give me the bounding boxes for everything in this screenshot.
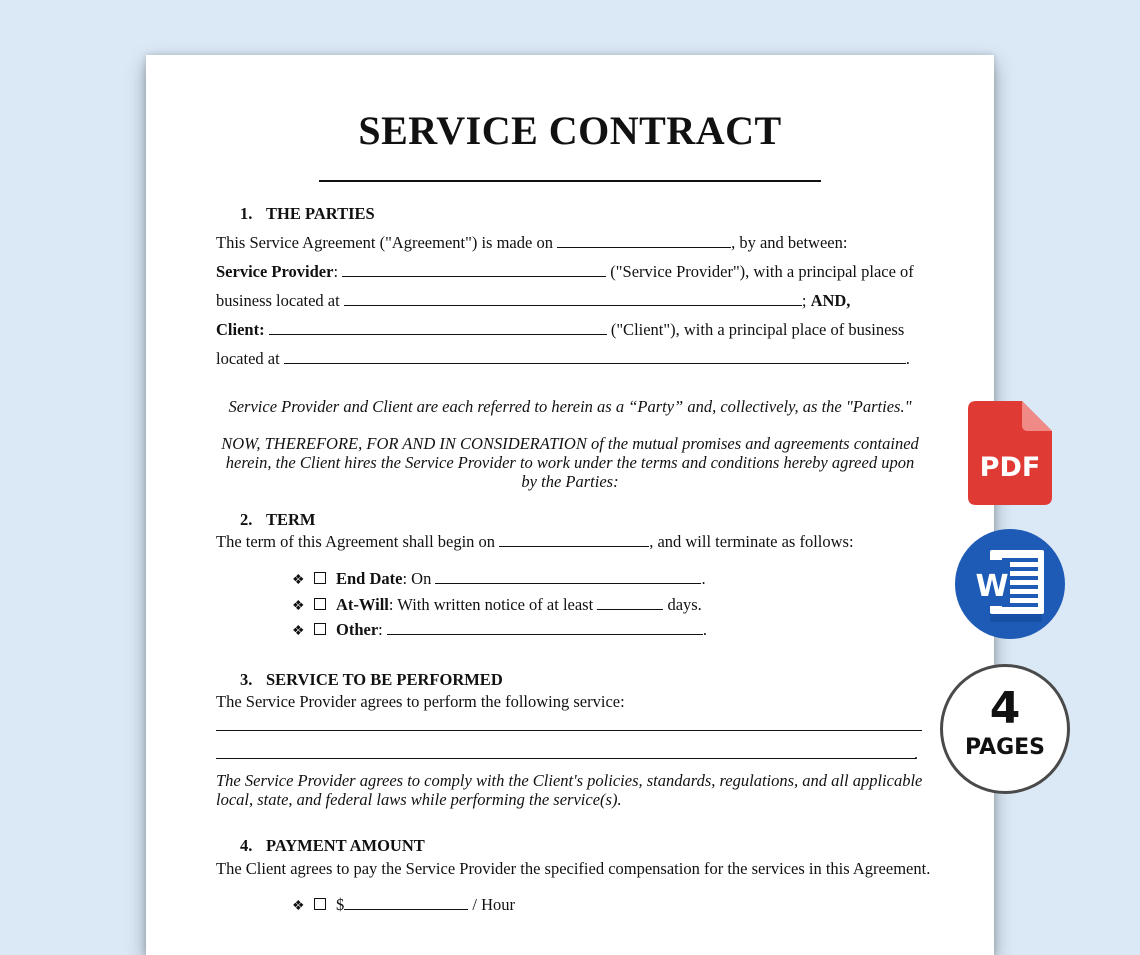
client-desc: ("Client"), with a principal place of business: [606, 320, 905, 339]
other-checkbox[interactable]: [314, 623, 326, 635]
parties-definition: Service Provider and Client are each referred to herein as a “Party” and, collectively, as the "Parties.": [228, 397, 912, 416]
client-location-text: located at: [216, 349, 284, 368]
section-heading-payment: [240, 836, 425, 856]
service-provider-blank[interactable]: [342, 263, 606, 277]
agreement-date-text: This Service Agreement ("Agreement") is made on: [216, 233, 558, 252]
business-location-text: business located at: [216, 291, 344, 310]
client-location-blank[interactable]: [284, 350, 906, 364]
section-number: 3.: [240, 670, 253, 689]
diamond-bullet-icon: ❖: [292, 599, 305, 614]
service-description-blank-1[interactable]: [216, 730, 922, 731]
section-heading-term: [240, 510, 316, 530]
other-blank[interactable]: [387, 621, 703, 635]
service-provider-desc: ("Service Provider"), with a principal place of: [606, 262, 914, 281]
payment-option-hourly: [292, 895, 515, 915]
diamond-bullet-icon: ❖: [292, 573, 305, 588]
consideration-line-3: by the Parties:: [521, 472, 619, 491]
term-start-blank[interactable]: [499, 533, 649, 547]
document-title: SERVICE CONTRACT: [358, 108, 782, 153]
and-text: AND,: [810, 291, 851, 310]
page-count-badge: [940, 664, 1070, 794]
end-date-checkbox[interactable]: [314, 572, 326, 584]
agreement-date-line: [216, 233, 847, 253]
business-location-line: business located at ; AND,: [216, 291, 851, 310]
option-text: : On: [402, 569, 436, 588]
term-start-line: [216, 532, 854, 552]
option-label: Other: [336, 620, 379, 639]
title-underline: [319, 180, 821, 182]
compliance-line-1: The Service Provider agrees to comply with the Client's policies, standards, regulations, and all applicable: [216, 771, 923, 790]
client-location-line: located at .: [216, 349, 910, 368]
at-will-checkbox[interactable]: [314, 598, 326, 610]
page-count-number: 4: [989, 683, 1021, 734]
term-option-other: [292, 620, 707, 640]
agreement-date-blank[interactable]: [557, 234, 731, 248]
pdf-file-icon: [968, 401, 1052, 505]
option-label: End Date: [336, 569, 403, 588]
section-heading-service: [240, 670, 503, 690]
option-text: :: [378, 620, 387, 639]
diamond-bullet-icon: ❖: [292, 899, 305, 914]
term-start-text: The term of this Agreement shall begin on: [216, 532, 500, 551]
diamond-bullet-icon: ❖: [292, 624, 305, 639]
notice-days-blank[interactable]: [597, 596, 663, 610]
client-line: [216, 320, 904, 340]
currency-symbol: $: [336, 895, 345, 914]
section-number: 1.: [240, 204, 253, 223]
business-location-blank[interactable]: [344, 292, 802, 306]
end-date-blank[interactable]: [435, 570, 701, 584]
hourly-suffix: / Hour: [468, 895, 515, 914]
service-provider-label: Service Provider: [216, 262, 334, 281]
hourly-rate-blank[interactable]: [344, 896, 468, 910]
section-title: SERVICE TO BE PERFORMED: [266, 670, 503, 689]
option-tail: .: [701, 569, 706, 588]
hourly-checkbox[interactable]: [314, 898, 326, 910]
option-text: : With written notice of at least: [388, 595, 598, 614]
client-blank[interactable]: [269, 321, 607, 335]
client-label: Client:: [216, 320, 265, 339]
service-provider-line: Service Provider: ("Service Provider"), with a principal place of: [216, 262, 914, 281]
word-letter: W: [975, 569, 1009, 604]
option-tail: .: [702, 620, 707, 639]
service-description-blank-2[interactable]: [216, 758, 916, 759]
page-count-label: PAGES: [964, 735, 1046, 760]
section-title: PAYMENT AMOUNT: [266, 836, 425, 855]
consideration-line-2: herein, the Client hires the Service Provider to work under the terms and conditions hereby agreed upon: [225, 453, 915, 472]
by-and-between-text: , by and between:: [731, 233, 848, 252]
section-heading-parties: [240, 204, 375, 224]
service-end-period: .: [914, 744, 919, 763]
section-number: 4.: [240, 836, 253, 855]
option-tail: days.: [663, 595, 702, 614]
option-label: At-Will: [336, 595, 389, 614]
section-number: 2.: [240, 510, 253, 529]
pdf-label: PDF: [979, 452, 1041, 483]
payment-intro: The Client agrees to pay the Service Provider the specified compensation for the services in this Agreement.: [216, 859, 931, 878]
term-terminate-text: , and will terminate as follows:: [649, 532, 854, 551]
section-title: TERM: [266, 510, 316, 529]
service-intro: The Service Provider agrees to perform the following service:: [216, 692, 625, 711]
term-option-end-date: [292, 569, 706, 589]
compliance-line-2: local, state, and federal laws while performing the service(s).: [216, 790, 622, 809]
consideration-line-1: NOW, THEREFORE, FOR AND IN CONSIDERATION of the mutual promises and agreements contained: [221, 434, 919, 453]
word-file-icon: [954, 528, 1066, 640]
term-option-at-will: [292, 595, 702, 615]
section-title: THE PARTIES: [266, 204, 375, 223]
document-page: [146, 55, 994, 955]
